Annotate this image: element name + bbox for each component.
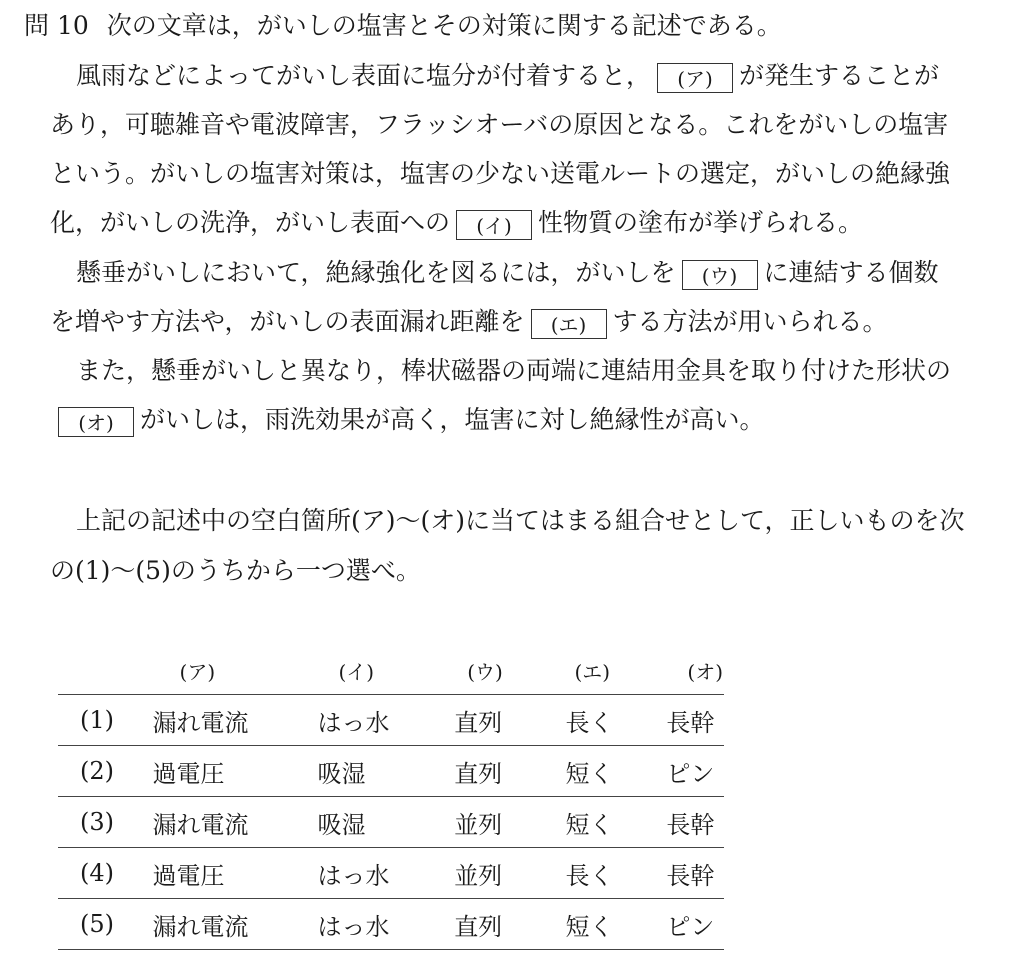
table-row [58, 848, 724, 899]
passage-text: を増やす方法や，がいしの表面漏れ距離を [50, 307, 525, 336]
passage-text: 性物質の塗布が挙げられる。 [538, 208, 864, 237]
choice-number: (2) [58, 746, 152, 797]
table-cell: はっ水 [316, 848, 453, 899]
passage-text: 風雨などによってがいし表面に塩分が付着すると， [76, 61, 652, 90]
choice-number: (4) [58, 848, 152, 899]
passage-line [58, 402, 765, 438]
passage-line [50, 107, 948, 143]
table-cell: ピン [665, 746, 724, 797]
blank-e: (エ) [531, 309, 607, 339]
passage-text: がいしは，雨洗効果が高く，塩害に対し絶縁性が高い。 [140, 405, 765, 434]
table-header: (ウ) [467, 659, 503, 684]
choice-number: (3) [58, 797, 152, 848]
table-cell: 直列 [453, 695, 564, 746]
passage-line [76, 353, 951, 389]
passage-text: が発生することが [739, 61, 940, 90]
table-header: (オ) [687, 659, 723, 684]
passage-line [50, 304, 888, 340]
table-cell: 過電圧 [152, 848, 317, 899]
table-cell: 長く [564, 695, 665, 746]
table-cell: 長幹 [665, 797, 724, 848]
table-row [58, 899, 724, 950]
table-cell: 短く [564, 797, 665, 848]
table-cell: 漏れ電流 [152, 695, 317, 746]
table-cell: はっ水 [316, 695, 453, 746]
table-cell: 長く [564, 848, 665, 899]
passage-line [76, 58, 939, 94]
table-cell: 長幹 [665, 695, 724, 746]
table-cell: 並列 [453, 797, 564, 848]
table-row [58, 797, 724, 848]
table-cell: はっ水 [316, 899, 453, 950]
blank-u: (ウ) [682, 260, 758, 290]
table-cell: 長幹 [665, 848, 724, 899]
passage-text: 懸垂がいしにおいて，絶縁強化を図るには，がいしを [76, 258, 676, 287]
question-header [24, 8, 782, 44]
passage-line [50, 156, 950, 192]
passage-line [76, 255, 939, 291]
table-cell: 短く [564, 746, 665, 797]
choice-number: (5) [58, 899, 152, 950]
question-title: 次の文章は，がいしの塩害とその対策に関する記述である。 [106, 11, 782, 40]
instruction-text: の(1)～(5)のうちから一つ選べ。 [50, 556, 421, 585]
table-cell: 吸湿 [316, 746, 453, 797]
table-cell: 直列 [453, 746, 564, 797]
table-cell: 漏れ電流 [152, 797, 317, 848]
table-header: (イ) [338, 659, 375, 684]
table-header: (エ) [574, 659, 611, 684]
blank-a: (ア) [657, 63, 733, 93]
instruction-line [76, 503, 965, 539]
table-cell: 漏れ電流 [152, 899, 317, 950]
blank-o: (オ) [58, 407, 134, 437]
table-header-row [58, 646, 724, 695]
instruction-line [50, 553, 421, 589]
passage-text: 化，がいしの洗浄，がいし表面への [50, 208, 451, 237]
question-number: 問 10 [24, 11, 89, 40]
table-cell: 短く [564, 899, 665, 950]
table-row [58, 695, 724, 746]
answer-choices-table [58, 646, 724, 950]
blank-i: (イ) [456, 210, 532, 240]
passage-text: に連結する個数 [763, 258, 939, 287]
passage-line [50, 205, 863, 241]
table-row [58, 746, 724, 797]
instruction-text: 上記の記述中の空白箇所(ア)～(オ)に当てはまる組合せとして，正しいものを次 [76, 506, 965, 535]
passage-text: あり，可聴雑音や電波障害，フラッシオーバの原因となる。これをがいしの塩害 [50, 110, 949, 139]
table-cell: 並列 [453, 848, 564, 899]
table-cell: 吸湿 [316, 797, 453, 848]
choice-number: (1) [58, 695, 152, 746]
passage-text: する方法が用いられる。 [612, 307, 888, 336]
table-cell: 直列 [453, 899, 564, 950]
table-header [58, 646, 152, 695]
table-cell: ピン [665, 899, 724, 950]
passage-text: という。がいしの塩害対策は，塩害の少ない送電ルートの選定，がいしの絶縁強 [50, 159, 951, 188]
passage-text: また，懸垂がいしと異なり，棒状磁器の両端に連結用金具を取り付けた形状の [76, 356, 952, 385]
table-header: (ア) [179, 659, 216, 684]
table-cell: 過電圧 [152, 746, 317, 797]
